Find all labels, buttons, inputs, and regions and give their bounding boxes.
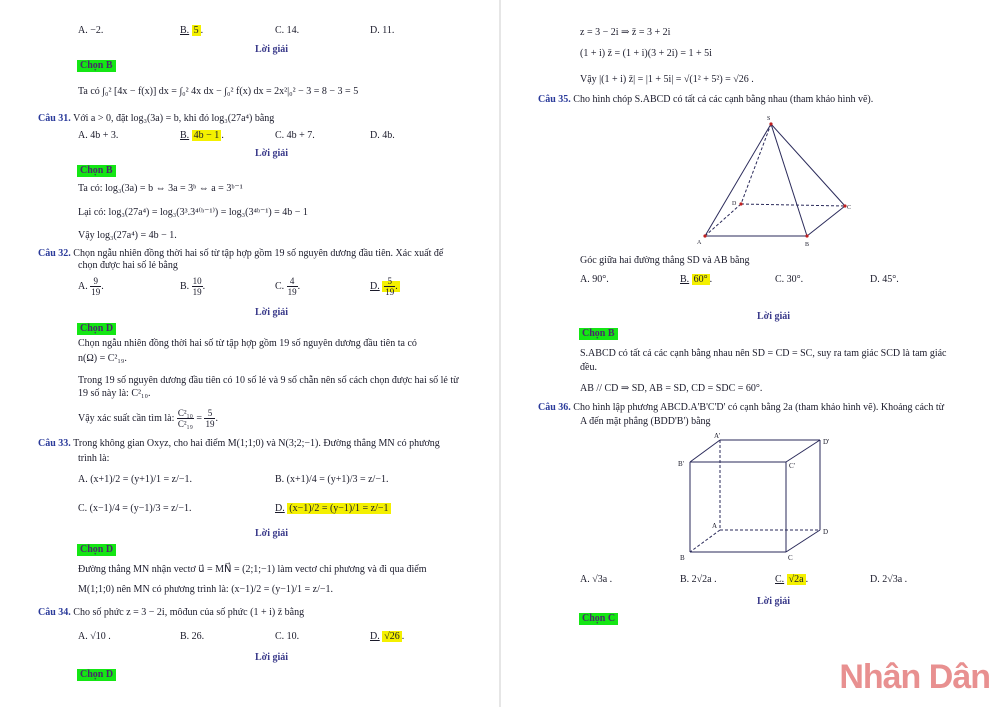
q32-sol-4: 19 số này là: C²₁₀. xyxy=(78,388,151,399)
q32-number: Câu 32. xyxy=(38,248,71,259)
cube-label-c1: C' xyxy=(789,462,795,470)
q32-sol-1: Chọn ngẫu nhiên đồng thời hai số từ tập hợp gồm 19 số nguyên dương đầu tiên ta có xyxy=(78,338,417,349)
q30-loi-giai: Lời giải xyxy=(255,44,289,55)
right-page xyxy=(502,0,1000,707)
q35-text-2: Góc giữa hai đường thẳng SD và AB bằng xyxy=(580,255,750,266)
q32-sol-5-eq: = xyxy=(196,412,202,424)
q36-text-1: Cho hình lập phương ABCD.A'B'C'D' có cạnh bằng 2a (tham khảo hình vẽ). Khoảng cách từ xyxy=(573,402,945,413)
q36-question xyxy=(538,402,944,414)
q30-opt-b-label: B. xyxy=(180,25,190,36)
q33-number: Câu 33. xyxy=(38,438,71,449)
q32-opt-b-num: 10 xyxy=(192,276,202,286)
q34-sol-2: (1 + i) z̄ = (1 + i)(3 + 2i) = 1 + 5i xyxy=(580,48,712,59)
edge-sb xyxy=(771,124,807,236)
q32-opt-a: A. $\frac{9}{19}$ . xyxy=(78,276,104,297)
q35-opt-b-value: 60° xyxy=(693,274,708,285)
q30-opt-a: A. −2. xyxy=(78,25,104,36)
q36-opt-a: A. √3a . xyxy=(580,574,613,585)
q32-opt-a-den: 19 xyxy=(91,287,101,297)
q35-opt-a: A. 90°. xyxy=(580,274,609,285)
q30-opt-b-dot: . xyxy=(200,25,204,36)
q31-text: Với a > 0, đặt log₃(3a) = b, khi đó log₃(27a⁴) bằng xyxy=(73,113,275,124)
q32-sol-5-res xyxy=(204,408,215,429)
q34-opt-d xyxy=(370,631,404,643)
q32-question xyxy=(38,248,443,260)
q34-opt-b: B. 26. xyxy=(180,631,205,642)
q32-opt-a-label: A. xyxy=(78,280,88,292)
edge-bc xyxy=(807,206,845,236)
page-divider xyxy=(499,0,501,707)
q30-opt-b-value: 5 xyxy=(193,25,199,36)
edge-ad xyxy=(705,204,741,236)
pyr-label-c: C xyxy=(847,205,852,211)
q32-opt-c-num: 4 xyxy=(287,276,298,287)
pyr-label-a: A xyxy=(697,240,702,246)
q35-chon: Chọn B xyxy=(579,328,618,340)
q34-opt-d-label: D. xyxy=(370,631,380,642)
q32-opt-c-label: C. xyxy=(275,280,285,292)
q32-sol-5-text: Vậy xác suất cần tìm là: xyxy=(78,412,175,424)
q34-chon: Chọn D xyxy=(77,669,116,681)
q34-loi-giai: Lời giải xyxy=(255,652,289,663)
q36-loi-giai: Lời giải xyxy=(757,596,791,607)
edge-sc xyxy=(771,124,845,206)
q31-sol-2: Lại có: log₃(27a⁴) = log₃(3³.3⁴⁽ᵇ⁻¹⁾) = log₃(3⁴ᵇ⁻¹) = 4b − 1 xyxy=(78,207,308,218)
q33-question xyxy=(38,438,440,450)
q32-opt-b-label: B. xyxy=(180,280,190,292)
q33-opt-b: B. (x+1)/4 = (y+1)/3 = z/−1. xyxy=(275,474,389,485)
q36-opt-c-value: √2a xyxy=(788,574,804,585)
q31-sol-1: Ta có: log₃(3a) = b ⇔ 3a = 3ᵇ ⇔ a = 3ᵇ⁻¹ xyxy=(78,183,243,194)
q33-text-1: Trong không gian Oxyz, cho hai điểm M(1;1;0) và N(3;2;−1). Đường thẳng MN có phương xyxy=(73,438,440,449)
q33-opt-d xyxy=(275,503,391,515)
q31-chon: Chọn B xyxy=(77,165,116,177)
q35-loi-giai: Lời giải xyxy=(757,311,791,322)
q31-opt-c: C. 4b + 7. xyxy=(275,130,315,141)
q31-question xyxy=(38,113,274,125)
q34-sol-1: z = 3 − 2i ⇒ z̄ = 3 + 2i xyxy=(580,27,671,38)
q35-opt-c: C. 30°. xyxy=(775,274,804,285)
edge-dc xyxy=(741,204,845,206)
q31-opt-a: A. 4b + 3. xyxy=(78,130,119,141)
q34-question xyxy=(38,607,304,619)
q32-opt-c-den: 19 xyxy=(287,287,297,297)
q36-number: Câu 36. xyxy=(538,402,571,413)
q36-opt-c-label: C. xyxy=(775,574,785,585)
q34-number: Câu 34. xyxy=(38,607,71,618)
q32-text-2: chọn được hai số lẻ bằng xyxy=(78,260,178,271)
q33-loi-giai: Lời giải xyxy=(255,528,289,539)
q35-opt-b xyxy=(680,274,712,286)
q35-text: Cho hình chóp S.ABCD có tất cả các cạnh bằng nhau (tham khảo hình vẽ). xyxy=(573,94,874,105)
cube-label-a: A xyxy=(712,522,718,530)
q32-chon: Chọn D xyxy=(77,323,116,335)
pyr-label-d: D xyxy=(732,201,737,207)
watermark-logo: Nhân Dân xyxy=(839,658,990,696)
q36-chon: Chọn C xyxy=(579,613,618,625)
q34-opt-a: A. √10 . xyxy=(78,631,111,642)
q30-chon: Chọn B xyxy=(77,60,116,72)
edge-cd xyxy=(786,530,820,552)
q32-opt-d-num: 5 xyxy=(384,276,395,287)
q32-opt-a-num: 9 xyxy=(90,276,101,287)
q32-loi-giai: Lời giải xyxy=(255,307,289,318)
q32-sol-5-frac xyxy=(177,408,194,429)
q32-opt-c-frac xyxy=(287,276,298,297)
q35-sol-3: AB // CD ⇒ SD, AB = SD, CD = SDC = 60°. xyxy=(580,383,763,394)
q36-opt-c xyxy=(775,574,808,586)
cube-label-b1: B' xyxy=(678,460,684,468)
q31-sol-3: Vậy log₃(27a⁴) = 4b − 1. xyxy=(78,230,177,241)
q33-text-2: trình là: xyxy=(78,453,110,464)
q35-question xyxy=(538,94,873,106)
q33-sol-2: M(1;1;0) nên MN có phương trình là: (x−1)/2 = (y−1)/1 = z/−1. xyxy=(78,584,333,595)
q35-sol-2: đều. xyxy=(580,362,597,373)
q33-opt-d-value: (x−1)/2 = (y−1)/1 = z/−1 xyxy=(289,503,389,514)
q31-opt-b-value: 4b − 1 xyxy=(193,130,220,141)
q32-sol-5: Vậy xác suất cần tìm là: $\frac{\text{C²₁₀}}{\text{C²₁₉}}$ = $\frac{5}{19}$ . xyxy=(78,408,218,429)
edge-sd xyxy=(741,124,771,204)
q33-chon: Chọn D xyxy=(77,544,116,556)
q34-opt-c: C. 10. xyxy=(275,631,300,642)
edge-ab xyxy=(690,530,720,552)
q32-sol-3: Trong 19 số nguyên dương đầu tiên có 10 số lẻ và 9 số chẵn nên số cách chọn được hai số lẻ từ xyxy=(78,375,459,386)
pyr-label-s: S xyxy=(767,116,771,122)
cube-label-c: C xyxy=(788,554,793,562)
q31-opt-b-label: B. xyxy=(180,130,190,141)
edge-d1c1 xyxy=(786,440,820,462)
q31-number: Câu 31. xyxy=(38,113,71,124)
left-page xyxy=(0,0,498,707)
q35-opt-d: D. 45°. xyxy=(870,274,899,285)
q32-opt-c: C. $\frac{4}{19}$ . xyxy=(275,276,301,297)
q35-number: Câu 35. xyxy=(538,94,571,105)
cube-label-d1: D' xyxy=(823,438,830,446)
q32-opt-a-frac xyxy=(90,276,101,297)
q33-opt-d-label: D. xyxy=(275,503,285,514)
q34-sol-3: Vậy |(1 + i) z̄| = |1 + 5i| = √(1² + 5²) = √26 . xyxy=(580,74,754,85)
q32-sol-5-res-num: 5 xyxy=(204,408,215,419)
pyramid-figure xyxy=(697,112,857,252)
q34-opt-d-value: √26 xyxy=(384,631,400,642)
q31-opt-b-dot: . xyxy=(221,130,224,141)
q32-opt-d: D. $\frac{5}{19}$ . xyxy=(370,276,398,297)
q36-opt-d: D. 2√3a . xyxy=(870,574,908,585)
q30-solution: Ta có ∫₀² [4x − f(x)] dx = ∫₀² 4x dx − ∫₀² f(x) dx = 2x²|₀² − 3 = 8 − 3 = 5 xyxy=(78,86,359,97)
pyr-label-b: B xyxy=(805,242,810,248)
cube-label-a1: A' xyxy=(714,432,721,440)
q32-text-1: Chọn ngẫu nhiên đồng thời hai số từ tập hợp gồm 19 số nguyên dương đầu tiên. Xác xuất để xyxy=(73,248,444,259)
cube-label-d: D xyxy=(823,528,829,536)
q32-opt-d-frac xyxy=(384,276,395,297)
q33-sol-1: Đường thẳng MN nhận vectơ u⃗ = MN⃗ = (2;1;−1) làm vectơ chỉ phương và đi qua điểm xyxy=(78,564,427,575)
edge-a1b1 xyxy=(690,440,720,462)
q32-opt-b-frac xyxy=(192,276,203,297)
q32-opt-b: B. $\frac{10}{19}$ . xyxy=(180,276,206,297)
q31-opt-b xyxy=(180,130,224,142)
q32-opt-d-label: D. xyxy=(370,280,380,292)
q30-opt-b xyxy=(180,25,203,37)
q32-opt-d-den: 19 xyxy=(385,287,395,297)
q31-loi-giai: Lời giải xyxy=(255,148,289,159)
q32-opt-b-den: 19 xyxy=(192,287,202,297)
q32-sol-5-num: C²₁₀ xyxy=(177,408,193,418)
q32-sol-2: n(Ω) = C²₁₉. xyxy=(78,353,127,364)
q31-opt-d: D. 4b. xyxy=(370,130,395,141)
q33-opt-c: C. (x−1)/4 = (y−1)/3 = z/−1. xyxy=(78,503,192,514)
q33-opt-a: A. (x+1)/2 = (y+1)/1 = z/−1. xyxy=(78,474,193,485)
q30-opt-c: C. 14. xyxy=(275,25,300,36)
cube-label-b: B xyxy=(680,554,685,562)
q35-opt-b-label: B. xyxy=(680,274,690,285)
q35-sol-1: S.ABCD có tất cả các cạnh bằng nhau nên SD = CD = SC, suy ra tam giác SCD là tam giác xyxy=(580,348,947,359)
edge-sa xyxy=(705,124,771,236)
q36-opt-c-dot: . xyxy=(805,574,809,585)
q32-sol-5-res-den: 19 xyxy=(205,419,215,429)
cube-figure xyxy=(672,432,842,566)
q30-opt-d: D. 11. xyxy=(370,25,395,36)
q32-sol-5-den: C²₁₉ xyxy=(177,419,193,429)
q36-text-2: A đến mặt phẳng (BDD'B') bằng xyxy=(580,416,711,427)
q34-opt-d-dot: . xyxy=(401,631,405,642)
q34-text: Cho số phức z = 3 − 2i, môđun của số phức (1 + i) z̄ bằng xyxy=(73,607,305,618)
q36-opt-b: B. 2√2a . xyxy=(680,574,717,585)
q35-opt-b-dot: . xyxy=(709,274,713,285)
